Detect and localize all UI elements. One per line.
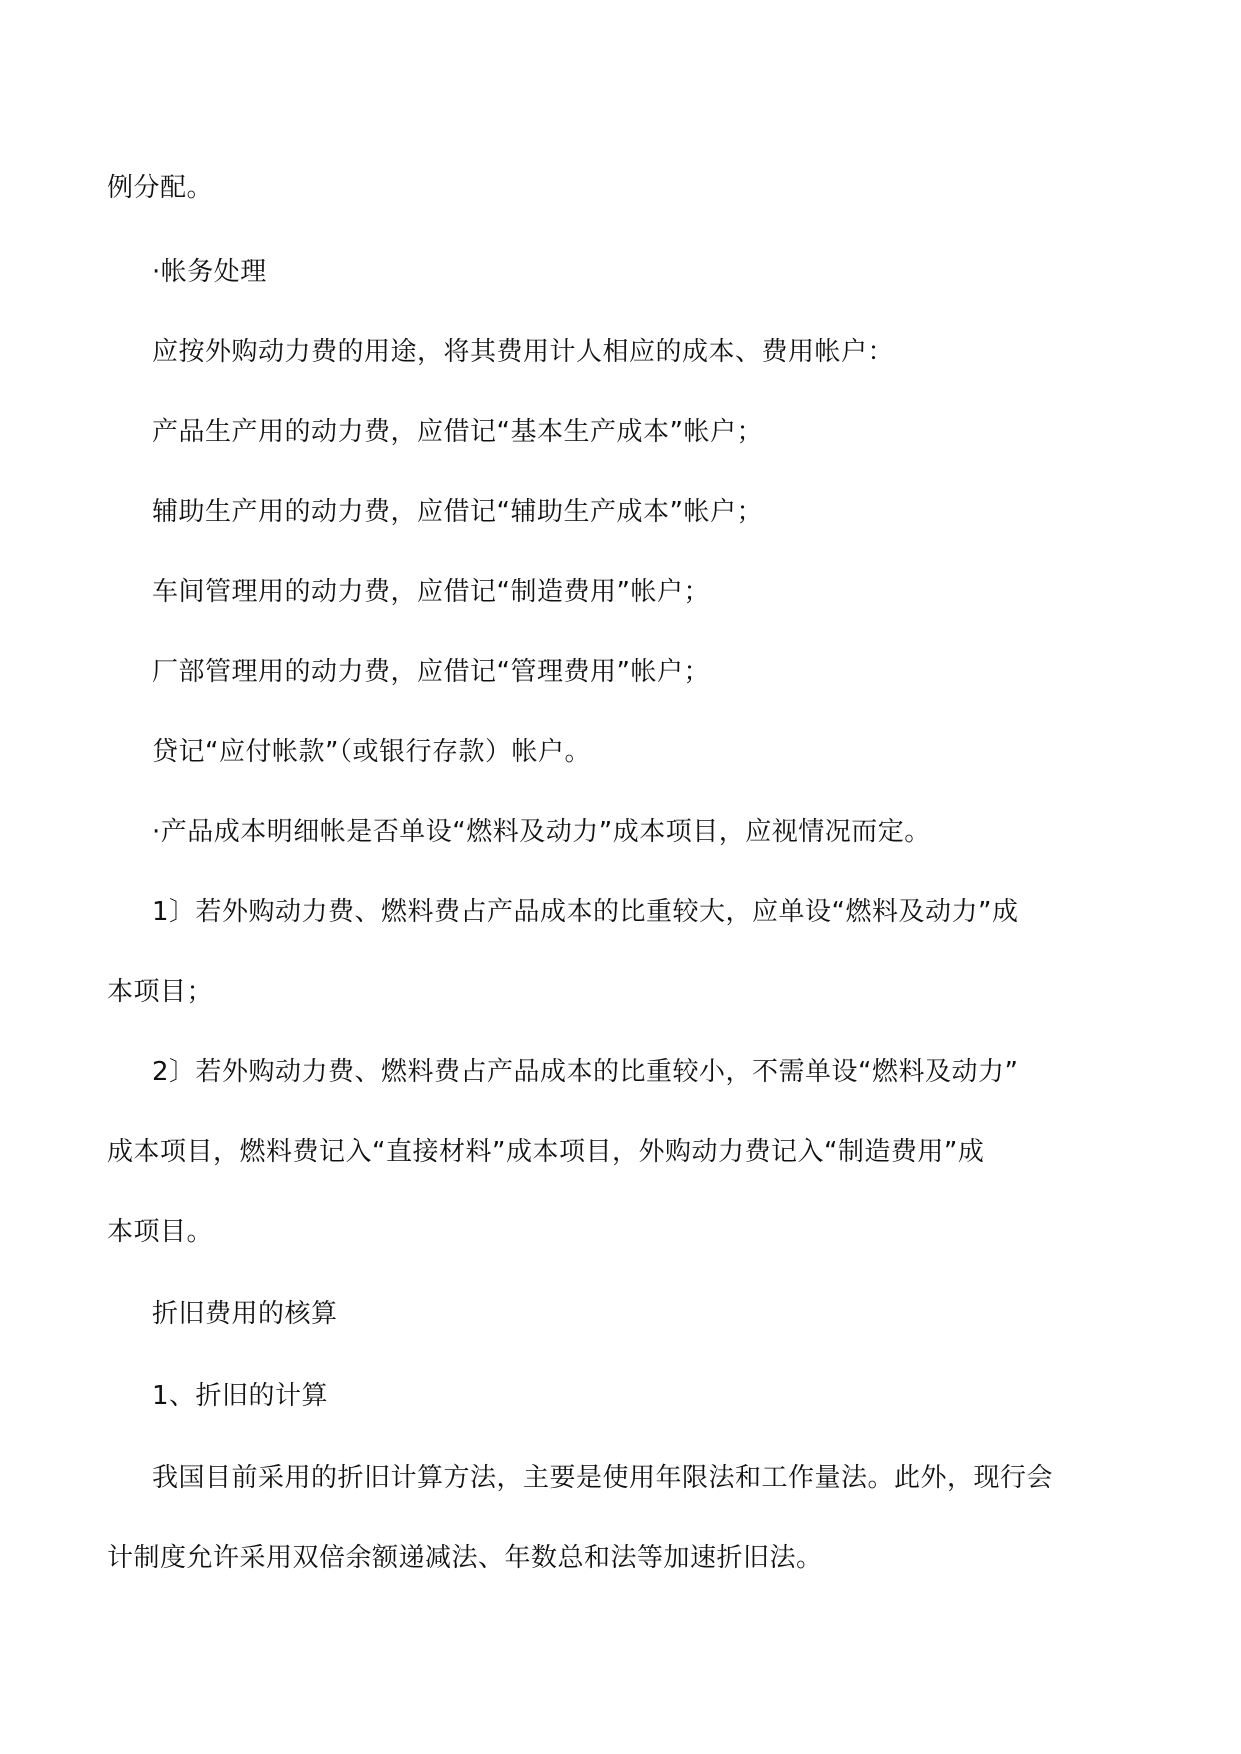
- paragraph-line: 计制度允许采用双倍余额递减法、年数总和法等加速折旧法。: [107, 1543, 823, 1573]
- paragraph-line: 贷记“应付帐款”（或银行存款）帐户。: [152, 737, 591, 767]
- paragraph-line: 产品生产用的动力费，应借记“基本生产成本”帐户；: [152, 417, 763, 447]
- paragraph-line: 厂部管理用的动力费，应借记“管理费用”帐户；: [152, 657, 710, 687]
- list-item-1-continued: 本项目；: [107, 977, 214, 1007]
- list-item-2: 2〕若外购动力费、燃料费占产品成本的比重较小，不需单设“燃料及动力”: [152, 1057, 1019, 1087]
- bullet-heading-cost-item: ·产品成本明细帐是否单设“燃料及动力”成本项目，应视情况而定。: [152, 817, 931, 847]
- list-item-2-continued: 成本项目，燃料费记入“直接材料”成本项目，外购动力费记入“制造费用”成: [107, 1137, 985, 1167]
- list-item-1: 1〕若外购动力费、燃料费占产品成本的比重较大，应单设“燃料及动力”成: [152, 897, 1019, 927]
- bullet-heading-accounting: ·帐务处理: [152, 257, 267, 287]
- paragraph-line: 辅助生产用的动力费，应借记“辅助生产成本”帐户；: [152, 497, 763, 527]
- paragraph-line: 应按外购动力费的用途，将其费用计人相应的成本、费用帐户：: [152, 337, 895, 367]
- paragraph-line: 例分配。: [107, 173, 214, 203]
- list-item-2-continued: 本项目。: [107, 1217, 214, 1247]
- subsection-heading-calculation: 1、折旧的计算: [152, 1381, 329, 1411]
- section-heading-depreciation: 折旧费用的核算: [152, 1299, 338, 1329]
- paragraph-line: 我国目前采用的折旧计算方法，主要是使用年限法和工作量法。此外，现行会: [152, 1463, 1054, 1493]
- paragraph-line: 车间管理用的动力费，应借记“制造费用”帐户；: [152, 577, 710, 607]
